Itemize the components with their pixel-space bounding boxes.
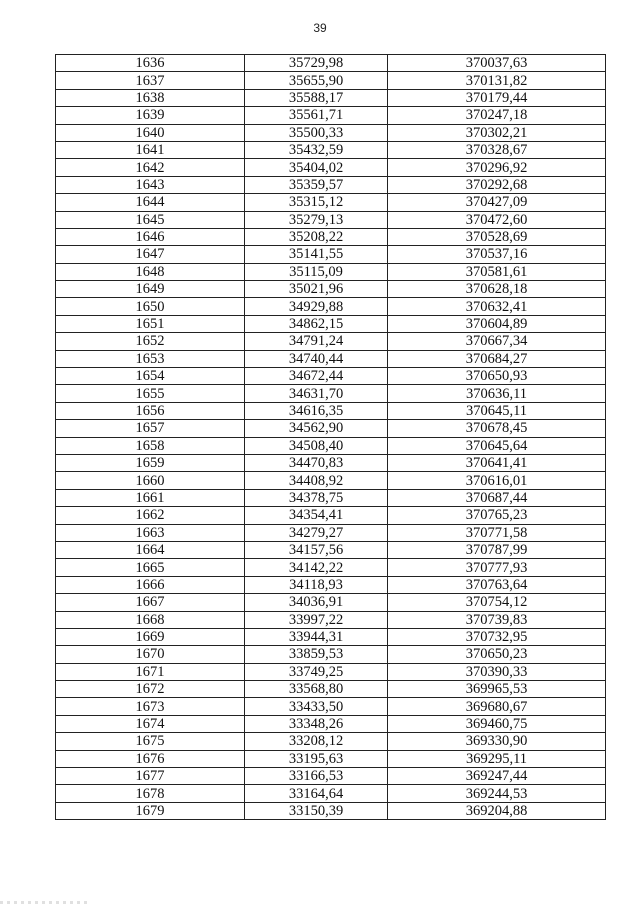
x-coordinate-cell: 33195,63 [245, 750, 388, 767]
point-number-cell: 1662 [56, 507, 245, 524]
point-number-cell: 1643 [56, 176, 245, 193]
table-row [56, 333, 606, 350]
table-row [56, 785, 606, 802]
point-number-cell: 1642 [56, 159, 245, 176]
y-coordinate-cell: 370684,27 [388, 350, 606, 367]
point-number-cell: 1671 [56, 663, 245, 680]
table-row [56, 437, 606, 454]
y-coordinate-cell: 370131,82 [388, 72, 606, 89]
coordinates-table-body [56, 55, 606, 820]
x-coordinate-cell: 34929,88 [245, 298, 388, 315]
point-number-cell: 1676 [56, 750, 245, 767]
x-coordinate-cell: 35404,02 [245, 159, 388, 176]
point-number-cell: 1656 [56, 402, 245, 419]
y-coordinate-cell: 370687,44 [388, 489, 606, 506]
y-coordinate-cell: 370739,83 [388, 611, 606, 628]
y-coordinate-cell: 370302,21 [388, 124, 606, 141]
x-coordinate-cell: 34508,40 [245, 437, 388, 454]
y-coordinate-cell: 370037,63 [388, 55, 606, 72]
x-coordinate-cell: 34036,91 [245, 594, 388, 611]
table-row [56, 124, 606, 141]
y-coordinate-cell: 369204,88 [388, 802, 606, 819]
x-coordinate-cell: 35588,17 [245, 89, 388, 106]
table-row [56, 298, 606, 315]
y-coordinate-cell: 370641,41 [388, 454, 606, 471]
table-row [56, 420, 606, 437]
table-row [56, 159, 606, 176]
table-row [56, 750, 606, 767]
x-coordinate-cell: 33997,22 [245, 611, 388, 628]
point-number-cell: 1678 [56, 785, 245, 802]
table-row [56, 72, 606, 89]
y-coordinate-cell: 370328,67 [388, 141, 606, 158]
table-row [56, 315, 606, 332]
point-number-cell: 1641 [56, 141, 245, 158]
y-coordinate-cell: 370777,93 [388, 559, 606, 576]
point-number-cell: 1659 [56, 454, 245, 471]
table-row [56, 715, 606, 732]
point-number-cell: 1658 [56, 437, 245, 454]
table-row [56, 698, 606, 715]
y-coordinate-cell: 369244,53 [388, 785, 606, 802]
x-coordinate-cell: 33944,31 [245, 628, 388, 645]
y-coordinate-cell: 369460,75 [388, 715, 606, 732]
y-coordinate-cell: 369330,90 [388, 733, 606, 750]
point-number-cell: 1677 [56, 768, 245, 785]
y-coordinate-cell: 370678,45 [388, 420, 606, 437]
y-coordinate-cell: 370645,11 [388, 402, 606, 419]
point-number-cell: 1636 [56, 55, 245, 72]
table-row [56, 107, 606, 124]
y-coordinate-cell: 370636,11 [388, 385, 606, 402]
x-coordinate-cell: 35021,96 [245, 281, 388, 298]
table-row [56, 385, 606, 402]
table-row [56, 594, 606, 611]
table-row [56, 89, 606, 106]
point-number-cell: 1667 [56, 594, 245, 611]
y-coordinate-cell: 370771,58 [388, 524, 606, 541]
y-coordinate-cell: 370667,34 [388, 333, 606, 350]
point-number-cell: 1674 [56, 715, 245, 732]
table-row [56, 281, 606, 298]
y-coordinate-cell: 369295,11 [388, 750, 606, 767]
y-coordinate-cell: 370604,89 [388, 315, 606, 332]
x-coordinate-cell: 34470,83 [245, 454, 388, 471]
table-row [56, 733, 606, 750]
table-row [56, 611, 606, 628]
x-coordinate-cell: 33150,39 [245, 802, 388, 819]
x-coordinate-cell: 34118,93 [245, 576, 388, 593]
table-row [56, 802, 606, 819]
table-row [56, 141, 606, 158]
x-coordinate-cell: 34740,44 [245, 350, 388, 367]
table-row [56, 628, 606, 645]
table-row [56, 681, 606, 698]
y-coordinate-cell: 370581,61 [388, 263, 606, 280]
y-coordinate-cell: 370650,93 [388, 368, 606, 385]
x-coordinate-cell: 33348,26 [245, 715, 388, 732]
point-number-cell: 1638 [56, 89, 245, 106]
point-number-cell: 1657 [56, 420, 245, 437]
x-coordinate-cell: 34408,92 [245, 472, 388, 489]
point-number-cell: 1672 [56, 681, 245, 698]
x-coordinate-cell: 34354,41 [245, 507, 388, 524]
x-coordinate-cell: 33568,80 [245, 681, 388, 698]
table-row [56, 472, 606, 489]
x-coordinate-cell: 33749,25 [245, 663, 388, 680]
point-number-cell: 1648 [56, 263, 245, 280]
point-number-cell: 1668 [56, 611, 245, 628]
point-number-cell: 1640 [56, 124, 245, 141]
x-coordinate-cell: 34562,90 [245, 420, 388, 437]
point-number-cell: 1645 [56, 211, 245, 228]
x-coordinate-cell: 35208,22 [245, 228, 388, 245]
point-number-cell: 1664 [56, 541, 245, 558]
x-coordinate-cell: 35279,13 [245, 211, 388, 228]
y-coordinate-cell: 370765,23 [388, 507, 606, 524]
x-coordinate-cell: 34862,15 [245, 315, 388, 332]
table-row [56, 194, 606, 211]
table-row [56, 176, 606, 193]
point-number-cell: 1666 [56, 576, 245, 593]
x-coordinate-cell: 33208,12 [245, 733, 388, 750]
table-row [56, 541, 606, 558]
y-coordinate-cell: 370732,95 [388, 628, 606, 645]
x-coordinate-cell: 35359,57 [245, 176, 388, 193]
y-coordinate-cell: 370763,64 [388, 576, 606, 593]
point-number-cell: 1647 [56, 246, 245, 263]
y-coordinate-cell: 370537,16 [388, 246, 606, 263]
y-coordinate-cell: 370292,68 [388, 176, 606, 193]
point-number-cell: 1637 [56, 72, 245, 89]
point-number-cell: 1660 [56, 472, 245, 489]
point-number-cell: 1639 [56, 107, 245, 124]
table-row [56, 768, 606, 785]
point-number-cell: 1670 [56, 646, 245, 663]
table-row [56, 228, 606, 245]
y-coordinate-cell: 370179,44 [388, 89, 606, 106]
y-coordinate-cell: 370472,60 [388, 211, 606, 228]
x-coordinate-cell: 34791,24 [245, 333, 388, 350]
table-row [56, 489, 606, 506]
y-coordinate-cell: 370650,23 [388, 646, 606, 663]
x-coordinate-cell: 34672,44 [245, 368, 388, 385]
point-number-cell: 1649 [56, 281, 245, 298]
point-number-cell: 1679 [56, 802, 245, 819]
point-number-cell: 1655 [56, 385, 245, 402]
x-coordinate-cell: 33166,53 [245, 768, 388, 785]
table-row [56, 211, 606, 228]
x-coordinate-cell: 35432,59 [245, 141, 388, 158]
point-number-cell: 1665 [56, 559, 245, 576]
point-number-cell: 1663 [56, 524, 245, 541]
table-row [56, 454, 606, 471]
table-row [56, 646, 606, 663]
y-coordinate-cell: 370390,33 [388, 663, 606, 680]
x-coordinate-cell: 34616,35 [245, 402, 388, 419]
point-number-cell: 1646 [56, 228, 245, 245]
x-coordinate-cell: 35500,33 [245, 124, 388, 141]
point-number-cell: 1652 [56, 333, 245, 350]
x-coordinate-cell: 35561,71 [245, 107, 388, 124]
scan-artifact [0, 901, 90, 904]
point-number-cell: 1650 [56, 298, 245, 315]
y-coordinate-cell: 370645,64 [388, 437, 606, 454]
y-coordinate-cell: 370427,09 [388, 194, 606, 211]
x-coordinate-cell: 35141,55 [245, 246, 388, 263]
x-coordinate-cell: 35655,90 [245, 72, 388, 89]
point-number-cell: 1673 [56, 698, 245, 715]
point-number-cell: 1669 [56, 628, 245, 645]
table-row [56, 507, 606, 524]
table-row [56, 246, 606, 263]
x-coordinate-cell: 34279,27 [245, 524, 388, 541]
x-coordinate-cell: 33164,64 [245, 785, 388, 802]
x-coordinate-cell: 33859,53 [245, 646, 388, 663]
point-number-cell: 1675 [56, 733, 245, 750]
table-row [56, 263, 606, 280]
y-coordinate-cell: 370787,99 [388, 541, 606, 558]
x-coordinate-cell: 35115,09 [245, 263, 388, 280]
x-coordinate-cell: 34631,70 [245, 385, 388, 402]
table-row [56, 402, 606, 419]
x-coordinate-cell: 35315,12 [245, 194, 388, 211]
y-coordinate-cell: 370754,12 [388, 594, 606, 611]
y-coordinate-cell: 370296,92 [388, 159, 606, 176]
table-row [56, 576, 606, 593]
point-number-cell: 1651 [56, 315, 245, 332]
table-row [56, 350, 606, 367]
y-coordinate-cell: 370632,41 [388, 298, 606, 315]
table-row [56, 55, 606, 72]
point-number-cell: 1644 [56, 194, 245, 211]
page-number: 39 [313, 21, 327, 35]
table-row [56, 663, 606, 680]
x-coordinate-cell: 34142,22 [245, 559, 388, 576]
y-coordinate-cell: 370528,69 [388, 228, 606, 245]
y-coordinate-cell: 370616,01 [388, 472, 606, 489]
y-coordinate-cell: 369965,53 [388, 681, 606, 698]
table-row [56, 368, 606, 385]
y-coordinate-cell: 370628,18 [388, 281, 606, 298]
x-coordinate-cell: 34378,75 [245, 489, 388, 506]
y-coordinate-cell: 369247,44 [388, 768, 606, 785]
x-coordinate-cell: 34157,56 [245, 541, 388, 558]
x-coordinate-cell: 35729,98 [245, 55, 388, 72]
y-coordinate-cell: 370247,18 [388, 107, 606, 124]
table-row [56, 559, 606, 576]
point-number-cell: 1654 [56, 368, 245, 385]
point-number-cell: 1661 [56, 489, 245, 506]
y-coordinate-cell: 369680,67 [388, 698, 606, 715]
table-row [56, 524, 606, 541]
x-coordinate-cell: 33433,50 [245, 698, 388, 715]
coordinates-table [55, 54, 606, 820]
point-number-cell: 1653 [56, 350, 245, 367]
